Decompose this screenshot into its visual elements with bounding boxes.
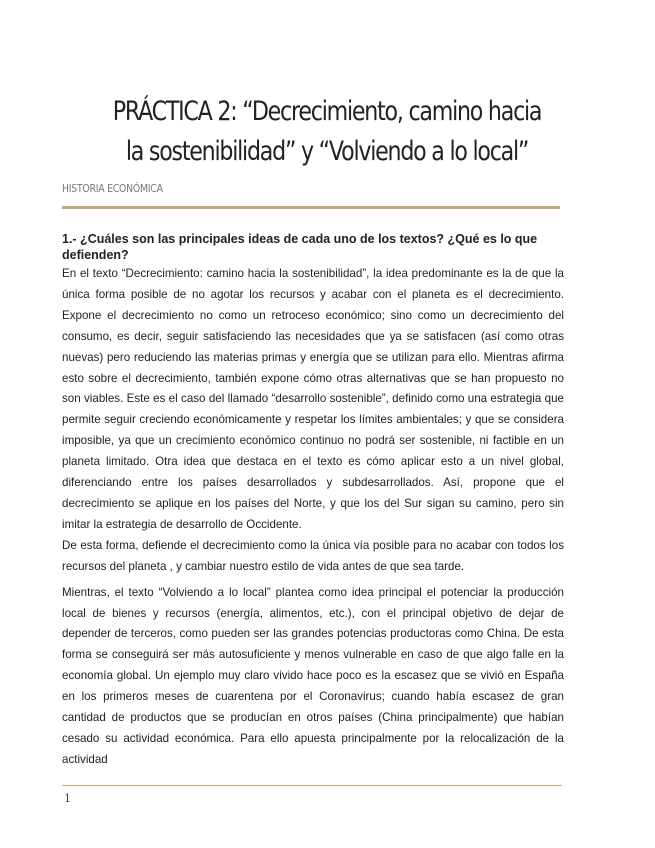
paragraph: De esta forma, defiende el decrecimiento como la única vía posible para no acabar con todos los recursos del planeta , y cambiar nuestro estilo de vida antes de que sea tarde. [62,538,564,573]
question-heading: 1.- ¿Cuáles son las principales ideas de cada uno de los textos? ¿Qué es lo que defienden? [62,232,538,262]
footer-divider [62,785,562,786]
body-text [62,264,564,771]
header-divider [62,206,560,209]
page-number: 1 [64,792,71,805]
page-title: PRÁCTICA 2: “Decrecimiento, camino hacia la sostenibilidad” y “Volviendo a lo local” [112,96,542,167]
subject-subtitle: HISTORIA ECONÓMICA [62,182,163,195]
paragraph: Mientras, el texto “Volviendo a lo local” plantea como idea principal el potenciar la producción local de bienes y recursos (energía, alimentos, etc.), con el principal objetivo de dejar de depender de terceros, como pueden ser las grandes potencias productoras como China. De esta forma se conseguirá ser más autosuficiente y menos vulnerable en caso de que algo falle en la economía global. Un ejemplo muy claro vivido hace poco es la escasez que se vivió en España en los primeros meses de cuarentena por el Coronavirus; cuando había escasez de gran cantidad de productos que se producían en otros países (China principalmente) que habían cesado su actividad económica. Para ello apuesta principalmente por la relocalización de la actividad [62,585,564,766]
paragraph: En el texto “Decrecimiento: camino hacia la sostenibilidad”, la idea predominante es la de que la única forma posible de no agotar los recursos y acabar con el planeta es el decrecimiento. Expone el decrecimiento no como un retroceso económico; sino como un decrecimiento del consumo, es decir, seguir satisfaciendo las necesidades que ya se satisfacen (así como otras nuevas) pero reduciendo las materias primas y energía que se utilizan para ello. Mientras afirma esto sobre el decrecimiento, también expone cómo otras alternativas que se han propuesto no son viables. Este es el caso del llamado “desarrollo sostenible”, definido como una estrategia que permite seguir creciendo económicamente y respetar los límites ambientales; y que se considera imposible, ya que un crecimiento económico continuo no podrá ser sostenible, ni factible en un planeta limitado. Otra idea que destaca en el texto es cómo aplicar esto a un nivel global, diferenciando entre los países desarrollados y subdesarrollados. Así, propone que el decrecimiento se aplique en los países del Norte, y que los del Sur sigan su camino, pero sin imitar la estrategia de desarrollo de Occidente. [62,267,564,531]
